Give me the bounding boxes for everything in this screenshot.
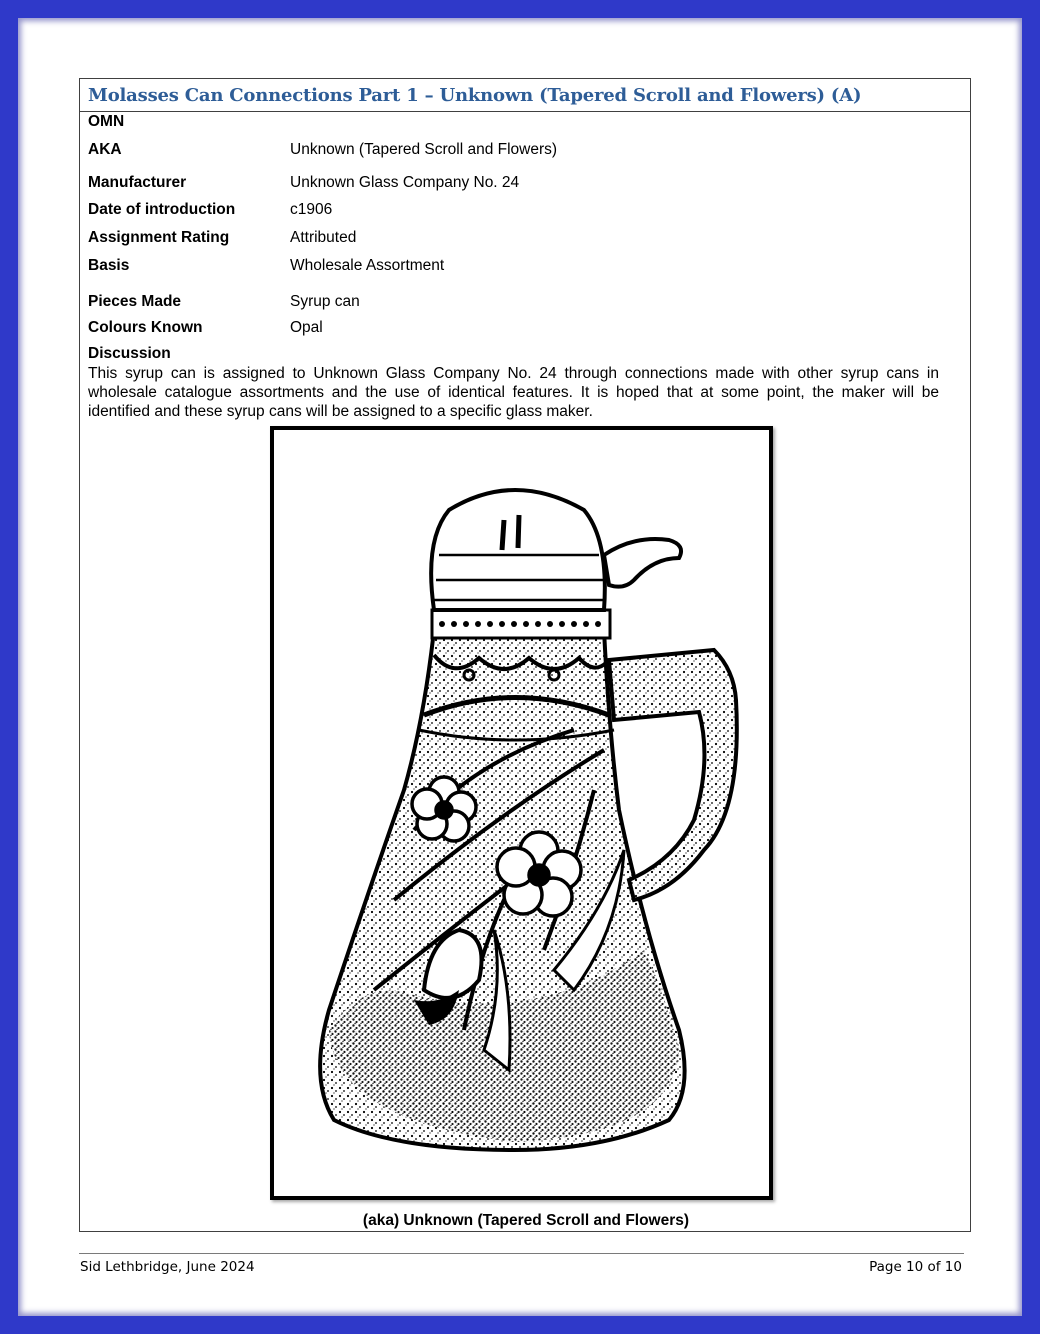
field-label: OMN <box>88 113 125 130</box>
field-aka <box>88 141 558 159</box>
field-label: Assignment Rating <box>88 229 230 246</box>
footer-divider <box>79 1253 964 1254</box>
field-value: Unknown (Tapered Scroll and Flowers) <box>290 141 558 158</box>
field-basis <box>88 257 445 275</box>
field-date <box>88 201 333 219</box>
field-label: Basis <box>88 257 130 274</box>
title-bar <box>80 79 970 112</box>
field-label: Date of introduction <box>88 201 236 218</box>
field-pieces-made <box>88 293 360 311</box>
field-value: c1906 <box>290 201 333 218</box>
discussion-heading: Discussion <box>88 345 171 362</box>
field-label: Manufacturer <box>88 174 187 191</box>
field-value: Unknown Glass Company No. 24 <box>290 174 520 191</box>
field-manufacturer <box>88 174 520 192</box>
field-value: Syrup can <box>290 293 360 310</box>
syrup-can-illustration-icon <box>274 430 769 1196</box>
page-title: Molasses Can Connections Part 1 – Unknown (Tapered Scroll and Flowers) (A) <box>88 84 862 106</box>
document-table <box>79 78 971 1232</box>
field-label: Pieces Made <box>88 293 182 310</box>
field-label: AKA <box>88 141 122 158</box>
field-value: Attributed <box>290 229 357 246</box>
field-assignment-rating <box>88 229 357 247</box>
figure-caption: (aka) Unknown (Tapered Scroll and Flowers) <box>362 1212 690 1229</box>
discussion-text: This syrup can is assigned to Unknown Glass Company No. 24 through connections made with other syrup cans in wholesale catalogue assortments and the use of identical features. It is hoped that at some point, the maker will be identified and these syrup cans will be assigned to a specific glass maker. <box>88 365 939 420</box>
field-omn <box>88 113 124 131</box>
field-value: Wholesale Assortment <box>290 257 445 274</box>
field-value: Opal <box>290 319 323 336</box>
footer-page-number: Page 10 of 10 <box>869 1259 962 1275</box>
field-colours-known <box>88 319 323 337</box>
footer-author: Sid Lethbridge, June 2024 <box>80 1259 255 1275</box>
field-label: Colours Known <box>88 319 203 336</box>
figure-illustration <box>270 426 773 1200</box>
